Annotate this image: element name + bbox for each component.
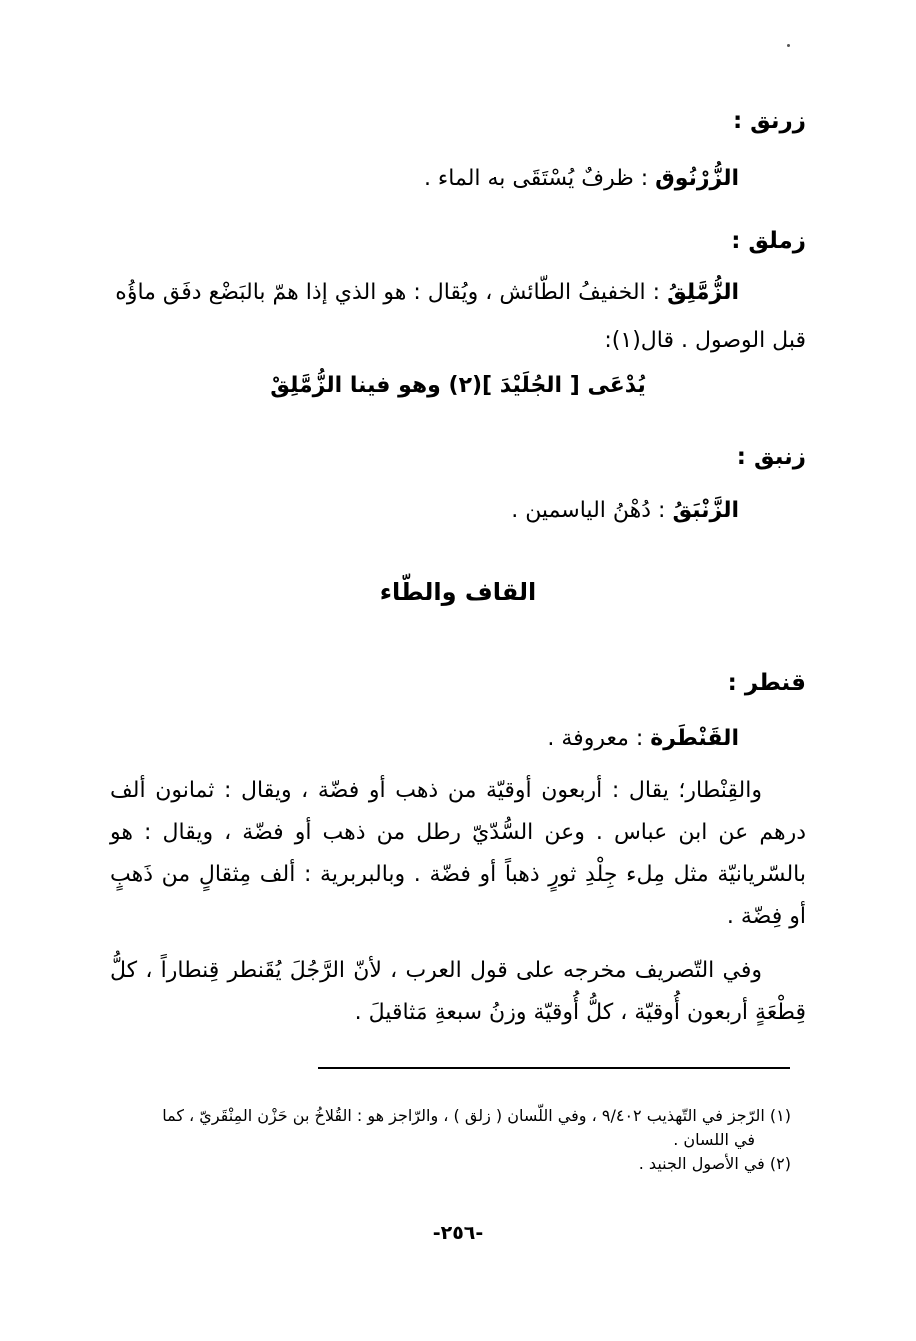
definition-zummaliq-line2: قبل الوصول . قال(١): xyxy=(604,328,806,353)
entry-head-qantar: قنطر : xyxy=(727,670,806,696)
section-title: القاف والطّاء xyxy=(379,578,537,606)
definition-qantara: معروفة . xyxy=(547,726,629,751)
page-number: -٢٥٦- xyxy=(432,1222,484,1244)
verse-line: يُدْعَى [ الجُلَيْدَ ](٢) وهو فينا الزُّمَّلِقْ xyxy=(270,373,646,398)
entry-head-zamlaq: زملق : xyxy=(731,228,806,254)
entry-line-qantara xyxy=(110,726,739,751)
term-zurnuq: الزُّرْنُوق xyxy=(655,166,739,191)
term-separator: : xyxy=(651,498,673,523)
paragraph-qintar: والقِنْطار؛ يقال : أربعون أوقيّة من ذهب أو فضّة ، ويقال : ثمانون ألف درهم عن ابن عباس . وعن السُّدّيّ رطل من ذهب أو فضّة ، ويقال : هو بالسّريانيّة مثل مِلء جِلْدِ ثورٍ ذهباً أو فضّة . وبالبربرية : ألف مِثقالٍ من ذَهبٍ أو فِضّة . xyxy=(110,778,806,929)
term-zanbaq: الزَّنْبَقُ xyxy=(672,498,739,523)
definition-zurnuq: ظرفٌ يُسْتَقَى به الماء . xyxy=(423,166,634,191)
scan-mark xyxy=(787,44,790,47)
term-qantara: القَنْطَرة xyxy=(650,726,739,751)
term-separator: : xyxy=(645,280,668,305)
entry-line-zarnaq xyxy=(110,166,739,191)
entry-head-zanbaq: زنبق : xyxy=(736,444,806,470)
term-separator: : xyxy=(628,726,651,751)
footnote-divider xyxy=(318,1067,790,1069)
paragraph-tasrif: وفي التّصريف مخرجه على قول العرب ، لأنّ الرَّجُلَ يُقَنطر قِنطاراً ، كلُّ قِطْعَةٍ أربعون أُوقيّة ، كلُّ أُوقيّة وزنُ سبعةِ مَثاقيلَ . xyxy=(110,958,806,1025)
footnote-1-line2: في اللسان . xyxy=(673,1130,755,1149)
definition-zummaliq-line1: الخفيفُ الطّائش ، ويُقال : هو الذي إذا همّ بالبَضْع دفَق ماؤُه xyxy=(115,280,646,305)
definition-zanbaq: دُهْنُ الياسمين . xyxy=(511,498,652,523)
entry-head-zarnaq: زرنق : xyxy=(732,108,806,134)
entry-line-zamlaq xyxy=(110,280,739,305)
entry-line-zanbaq xyxy=(110,498,739,523)
footnote-1-line1: (١) الرّجز في التّهذيب ٩/٤٠٢ ، وفي اللّسان ( زلق ) ، والرّاجز هو : القُلاخُ بن حَزْن المِنْقَريّ ، كما xyxy=(162,1106,791,1125)
footnotes xyxy=(125,1104,791,1176)
footnote-2: (٢) في الأصول الجنيد . xyxy=(638,1154,791,1173)
term-separator: : xyxy=(633,166,656,191)
term-zummaliq: الزُّمَّلِقُ xyxy=(667,280,739,305)
